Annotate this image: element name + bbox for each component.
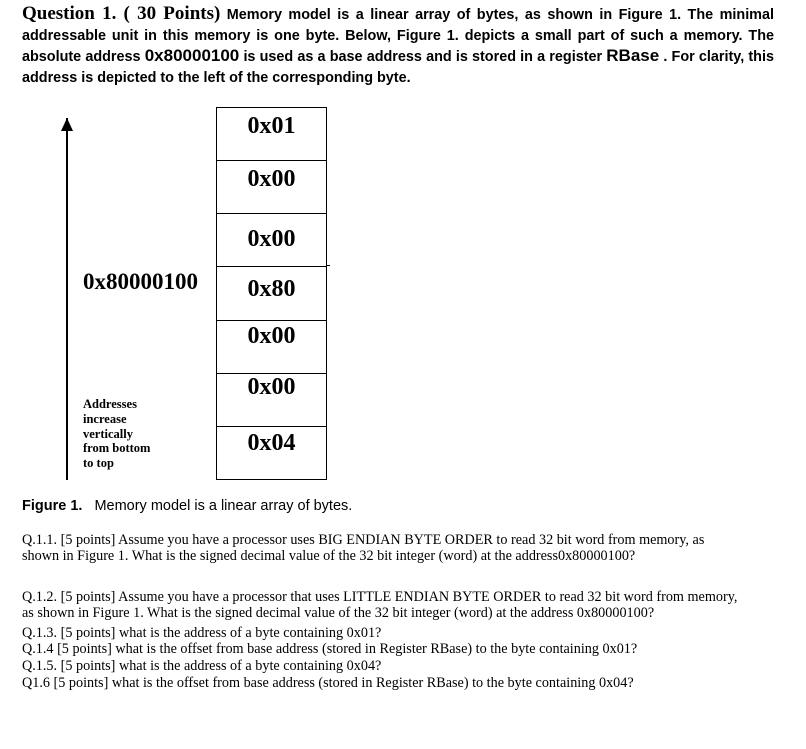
question-1-5: Q.1.5. [5 points] what is the address of a byte containing 0x04? (22, 658, 382, 674)
memory-byte-cell: 0x00 (217, 374, 327, 427)
question-intro (22, 4, 774, 88)
question-1-2: Q.1.2. [5 points] Assume you have a processor that uses LITTLE ENDIAN BYTE ORDER to read 32 bit word from memory, as shown in Figure 1. What is the signed decimal value of the 32 bit integer (word) at the address 0x80000100? (22, 589, 738, 621)
intro-text-1: Memory model is a linear array of bytes, as shown in Figure 1. The minimal addressable unit in this memory is one byte. Below, Figure 1. depicts a small part of such a memory. The absolute address (22, 7, 774, 65)
note-line: vertically (83, 426, 133, 441)
memory-byte-cell: 0x00 (217, 321, 327, 374)
figure-caption (22, 498, 352, 514)
base-address-inline: 0x80000100 (144, 46, 240, 65)
intro-text-3: . For clarity, this address is depicted to the left of the corresponding byte. (22, 49, 774, 86)
address-direction-arrow (66, 118, 68, 480)
question-1-3: Q.1.3. [5 points] what is the address of a byte containing 0x01? (22, 625, 382, 641)
memory-byte-cell-base: 0x80 (217, 267, 327, 321)
register-name: RBase (606, 46, 660, 65)
question-1-6: Q1.6 [5 points] what is the offset from base address (stored in Register RBase) to the byte containing 0x04? (22, 675, 634, 691)
base-address-label: 0x80000100 (83, 269, 198, 294)
figure-caption-text: Memory model is a linear array of bytes. (94, 498, 353, 514)
memory-byte-cell: 0x01 (217, 108, 327, 161)
note-line: from bottom (83, 441, 151, 456)
memory-table (216, 107, 327, 480)
question-heading: Question 1. ( 30 Points) (22, 3, 221, 24)
note-line: to top (83, 456, 114, 471)
note-line: Addresses (83, 397, 137, 411)
question-1-1: Q.1.1. [5 points] Assume you have a processor uses BIG ENDIAN BYTE ORDER to read 32 bit word from memory, as shown in Figure 1. What is the signed decimal value of the 32 bit integer (word) at the address0x80000100? (22, 532, 705, 564)
memory-byte-cell: 0x00 (217, 214, 327, 267)
memory-byte-cell: 0x04 (217, 427, 327, 480)
intro-text-2: is used as a base address and is stored in a register (239, 49, 607, 65)
address-direction-note (83, 397, 193, 471)
note-line: increase (83, 411, 127, 426)
question-1-4: Q.1.4 [5 points] what is the offset from base address (stored in Register RBase) to the byte containing 0x01? (22, 641, 638, 657)
memory-byte-cell: 0x00 (217, 161, 327, 214)
table-line-tick (326, 265, 330, 266)
figure-caption-label: Figure 1. (22, 498, 83, 514)
